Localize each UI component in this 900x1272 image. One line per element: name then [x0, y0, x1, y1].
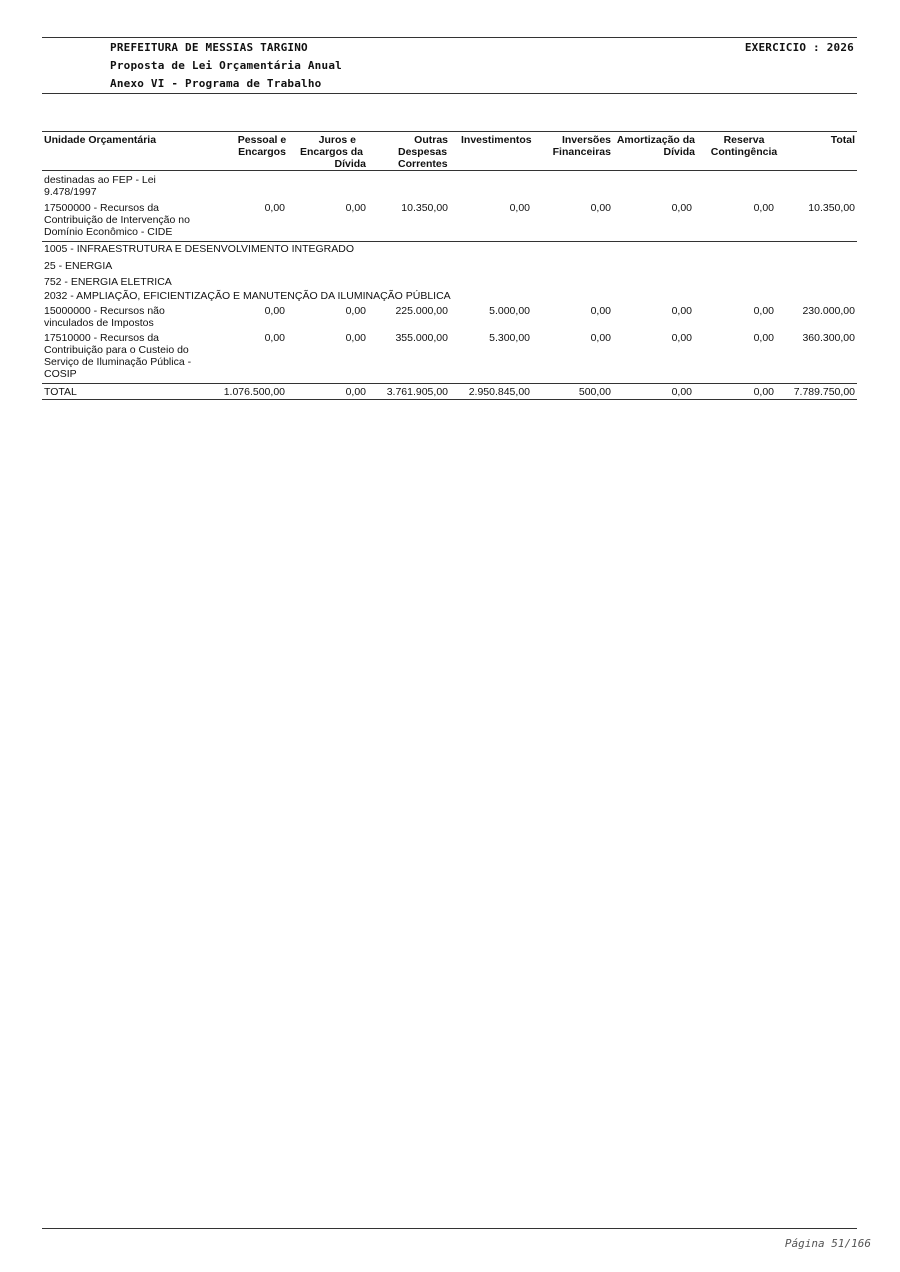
- row-description: 17510000 - Recursos da Contribuição para o Custeio do Serviço de Iluminação Pública - COSIP: [44, 332, 192, 380]
- reserve-value: 0,00: [753, 305, 774, 317]
- fep-description: destinadas ao FEP - Lei 9.478/1997: [44, 174, 156, 198]
- grand-total: 7.789.750,00: [793, 386, 855, 398]
- col-investments-header: Investimentos: [461, 134, 532, 146]
- row-description: 15000000 - Recursos não vinculados de Impostos: [44, 305, 165, 329]
- annex-title: Anexo VI - Programa de Trabalho: [110, 77, 322, 90]
- function-line: 25 - ENERGIA: [44, 260, 113, 272]
- table-top-rule: [42, 131, 857, 132]
- total-value: 360.300,00: [802, 332, 855, 344]
- header-bottom-rule: [42, 93, 857, 94]
- row-description: 17500000 - Recursos da Contribuição de Intervenção no Domínio Econômico - CIDE: [44, 202, 190, 238]
- col-amortization-header: Amortização da Dívida: [616, 134, 695, 158]
- col-unit-header: Unidade Orçamentária: [44, 134, 157, 146]
- financial-value: 0,00: [590, 332, 611, 344]
- personnel-value: 0,00: [264, 305, 285, 317]
- municipality-name: PREFEITURA DE MESSIAS TARGINO: [110, 41, 308, 54]
- financial-total: 500,00: [578, 386, 611, 398]
- interest-value: 0,00: [345, 202, 366, 214]
- col-personnel-header: Pessoal e Encargos: [237, 134, 287, 158]
- total-value: 230.000,00: [802, 305, 855, 317]
- interest-total: 0,00: [345, 386, 366, 398]
- total-top-rule: [42, 383, 857, 384]
- investments-value: 5.000,00: [489, 305, 530, 317]
- interest-value: 0,00: [345, 332, 366, 344]
- reserve-value: 0,00: [753, 332, 774, 344]
- action-line: 2032 - AMPLIAÇÃO, EFICIENTIZAÇÃO E MANUTENÇÃO DA ILUMINAÇÃO PÚBLICA: [44, 290, 451, 302]
- financial-value: 0,00: [590, 202, 611, 214]
- amortization-value: 0,00: [671, 202, 692, 214]
- section-rule: [42, 241, 857, 242]
- amortization-value: 0,00: [671, 332, 692, 344]
- other-total: 3.761.905,00: [386, 386, 448, 398]
- total-value: 10.350,00: [808, 202, 855, 214]
- financial-value: 0,00: [590, 305, 611, 317]
- personnel-value: 0,00: [264, 332, 285, 344]
- personnel-total: 1.076.500,00: [223, 386, 285, 398]
- header-top-rule: [42, 37, 857, 38]
- other-value: 355.000,00: [395, 332, 448, 344]
- amortization-value: 0,00: [671, 305, 692, 317]
- subfunction-line: 752 - ENERGIA ELETRICA: [44, 276, 172, 288]
- personnel-value: 0,00: [264, 202, 285, 214]
- col-other-header: Outras Despesas Correntes: [398, 134, 448, 170]
- investments-value: 5.300,00: [489, 332, 530, 344]
- col-interest-header: Juros e Encargos da Dívida: [299, 134, 366, 170]
- total-label: TOTAL: [44, 386, 77, 398]
- document-title: Proposta de Lei Orçamentária Anual: [110, 59, 342, 72]
- exercise-year: EXERCICIO : 2026: [744, 41, 854, 54]
- interest-value: 0,00: [345, 305, 366, 317]
- other-value: 10.350,00: [401, 202, 448, 214]
- col-financial-header: Inversões Financeiras: [552, 134, 611, 158]
- reserve-total: 0,00: [753, 386, 774, 398]
- col-total-header: Total: [830, 134, 855, 146]
- col-reserve-header: Reserva Contingência: [710, 134, 778, 158]
- investments-total: 2.950.845,00: [468, 386, 530, 398]
- reserve-value: 0,00: [753, 202, 774, 214]
- amortization-total: 0,00: [671, 386, 692, 398]
- footer-rule: [42, 1228, 857, 1229]
- table-bottom-rule: [42, 399, 857, 400]
- other-value: 225.000,00: [395, 305, 448, 317]
- investments-value: 0,00: [509, 202, 530, 214]
- header-rule: [42, 170, 857, 171]
- program-line: 1005 - INFRAESTRUTURA E DESENVOLVIMENTO INTEGRADO: [44, 243, 355, 255]
- page-number: Página 51/166: [784, 1237, 871, 1250]
